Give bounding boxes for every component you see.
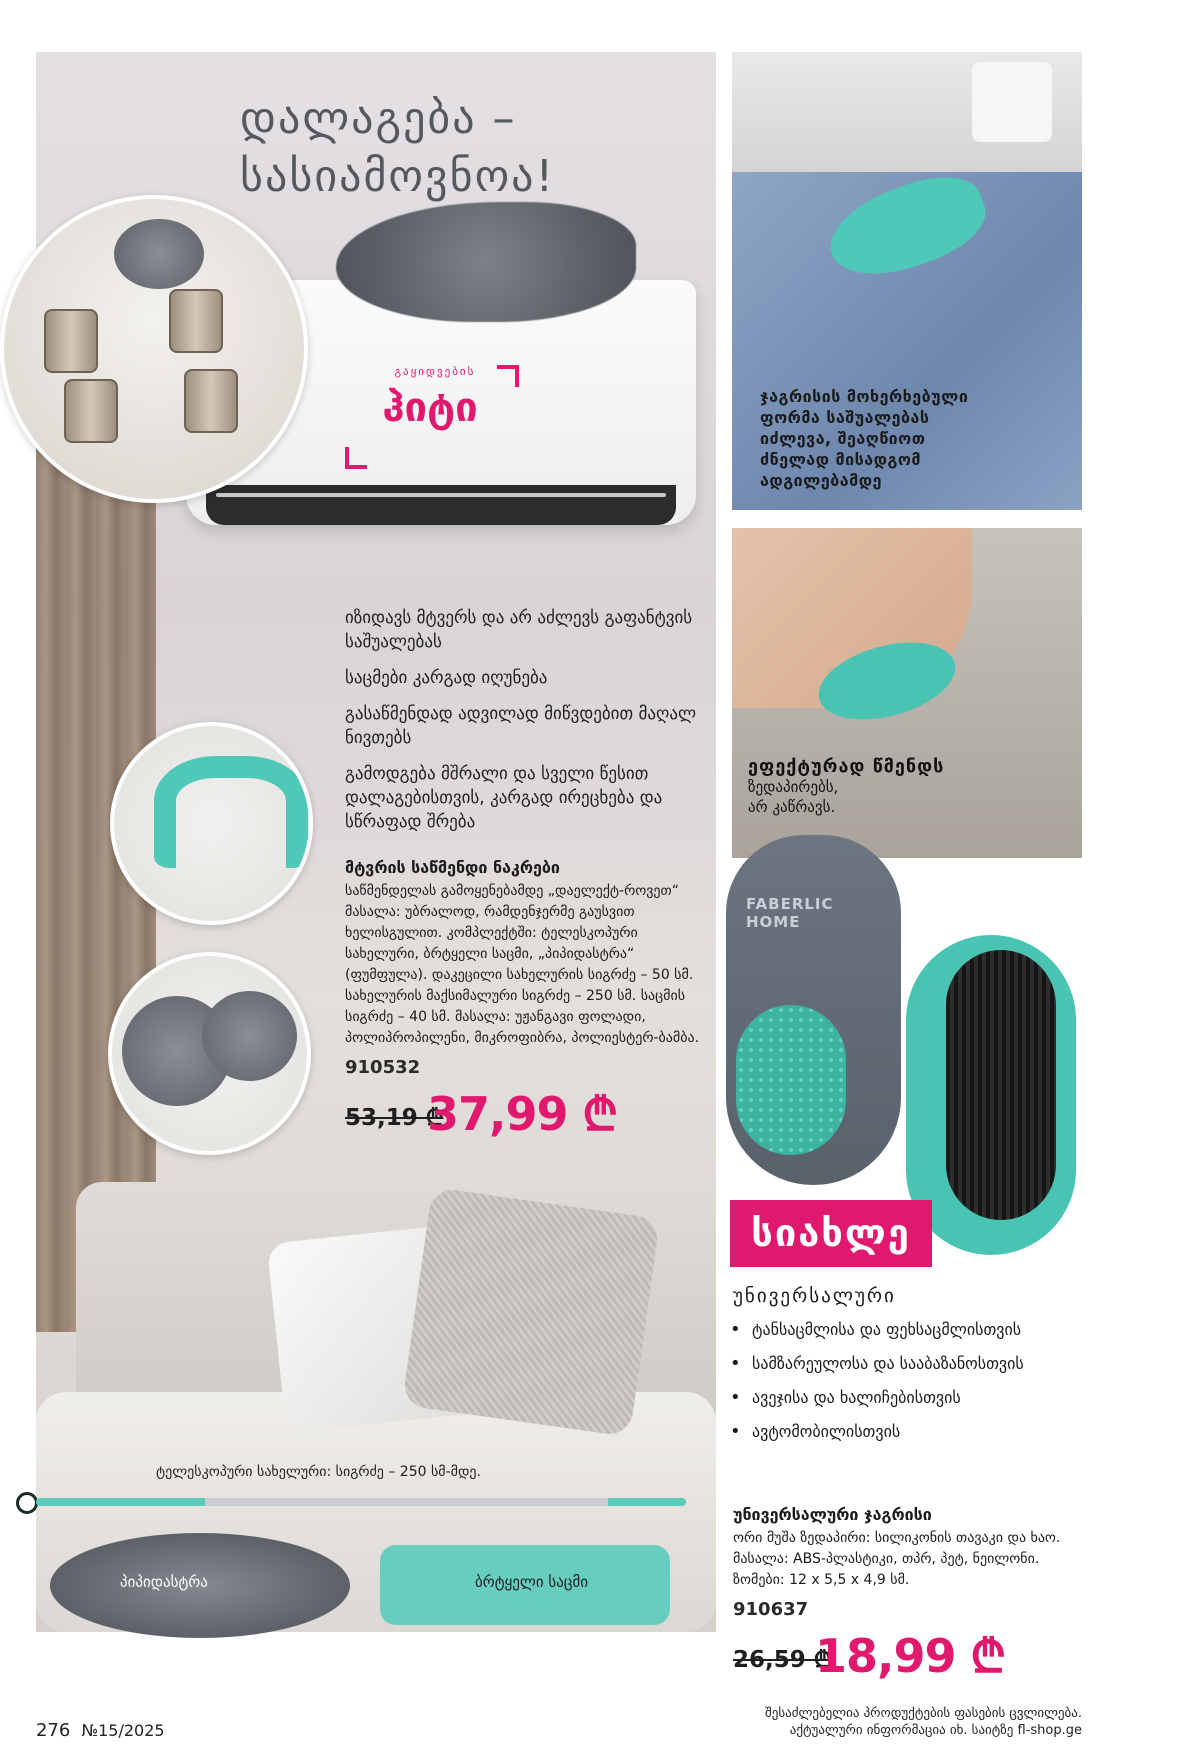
pipidastra-image <box>50 1533 350 1638</box>
price-disclaimer: შესაძლებელია პროდუქტების ფასების ცვლილება. აქტუალური ინფორმაცია იხ. საიტზე fl-shop.ge <box>765 1706 1082 1738</box>
list-item: • ავეჯისა და ხალიჩებისთვის <box>730 1386 1090 1410</box>
product-code: 910637 <box>733 1599 809 1620</box>
flat-cover-image <box>380 1545 670 1625</box>
list-item: • ავტომობილისთვის <box>730 1420 1090 1444</box>
feature-item: გამოდგება მშრალი და სველი წესით დალაგებისთვის, კარგად ირეცხება და სწრაფად შრება <box>345 764 663 832</box>
usage-list <box>730 1318 1090 1454</box>
telescopic-handle-image <box>16 1464 706 1518</box>
product-universal-brush <box>733 1505 1093 1684</box>
feature-item: გასაწმენდად ადვილად მიწვდებით მაღალ ნივთებს <box>345 704 697 748</box>
page-headline <box>240 90 700 206</box>
price-row <box>733 1624 1093 1684</box>
old-price: 26,59 ₾ <box>733 1647 832 1673</box>
brush-product-image <box>726 835 1086 1245</box>
page-footer <box>36 1720 165 1741</box>
chandelier-circle-image <box>0 195 308 503</box>
page-number: 276 <box>36 1720 71 1741</box>
bestseller-small-label: გაყიდვების <box>394 365 476 378</box>
product-title: უნივერსალური ჯაგრისი <box>733 1505 932 1524</box>
product-code: 910532 <box>345 1057 421 1078</box>
issue-number: №15/2025 <box>81 1721 165 1740</box>
list-item: • სამზარეულოსა და სააბაზანოსთვის <box>730 1352 1090 1376</box>
flat-cover-label: ბრტყელი საცმი <box>475 1573 589 1591</box>
flat-cover-circle-image <box>110 722 313 925</box>
product-title: მტვრის საწმენდი ნაკრები <box>345 858 560 877</box>
list-item: • ტანსაცმლისა და ფეხსაცმლისთვის <box>730 1318 1090 1342</box>
pipidastra-label: პიპიდასტრა <box>120 1573 208 1591</box>
universal-heading: უნივერსალური <box>733 1285 896 1307</box>
product-duster-set <box>345 858 715 1142</box>
headline-line-1: დალაგება – <box>240 93 517 144</box>
product-description: ორი მუშა ზედაპირი: სილიკონის თავაკი და ხაო. მასალა: ABS-პლასტიკი, თპრ, პეტ, ნეილონი. ზომები: 12 x 5,5 x 4,9 სმ. <box>733 1530 1061 1588</box>
price-row <box>345 1082 715 1142</box>
new-price: 18,99 ₾ <box>815 1629 1005 1683</box>
sofa-photo-caption: ეფექტურად წმენდს ზედაპირებს, არ კაწრავს. <box>748 756 945 816</box>
bestseller-big-label: ჰიტი <box>382 385 478 431</box>
shirt-photo-caption: ჯაგრისის მოხერხებული ფორმა საშუალებას იძლევა, შეაღწიოთ ძნელად მისადგომ ადგილებამდე <box>760 387 969 490</box>
new-price: 37,99 ₾ <box>427 1087 617 1141</box>
feature-list <box>345 606 705 846</box>
feature-item: საცმები კარგად იღუნება <box>345 668 548 688</box>
headline-line-2: სასიამოვნოა! <box>240 151 556 202</box>
old-price: 53,19 ₾ <box>345 1105 444 1131</box>
new-badge: სიახლე <box>730 1200 932 1267</box>
duster-head-image <box>336 202 636 322</box>
telescopic-handle-label: ტელესკოპური სახელური: სიგრძე – 250 სმ-მდე. <box>156 1464 481 1480</box>
product-description: საწმენდელას გამოყენებამდე „დაელექტ-როვეთ“ მასალა: უბრალოდ, რამდენჯერმე გაუსვით ხელისგულით. კომპლექტში: ტელესკოპური სახელური, ბრტყელი საცმი, „პიპიდასტრა“ (ფუმფულა). დაკეცილი სახელურის სიგრძე – 50 სმ. სახელურის მაქსიმალური სიგრძე – 250 სმ. საცმის სიგრძე – 40 სმ. მასალა: უჟანგავი ფოლადი, პოლიპროპილენი, მიკროფიბრა, პოლიესტერ-ბამბა. <box>345 883 700 1046</box>
bestseller-badge <box>345 365 515 465</box>
feature-item: იზიდავს მტვერს და არ აძლევს გაფანტვის საშუალებას <box>345 608 693 652</box>
faberlic-home-logo: FABERLIC HOME <box>746 895 834 931</box>
fluffy-duster-circle-image <box>108 952 311 1155</box>
